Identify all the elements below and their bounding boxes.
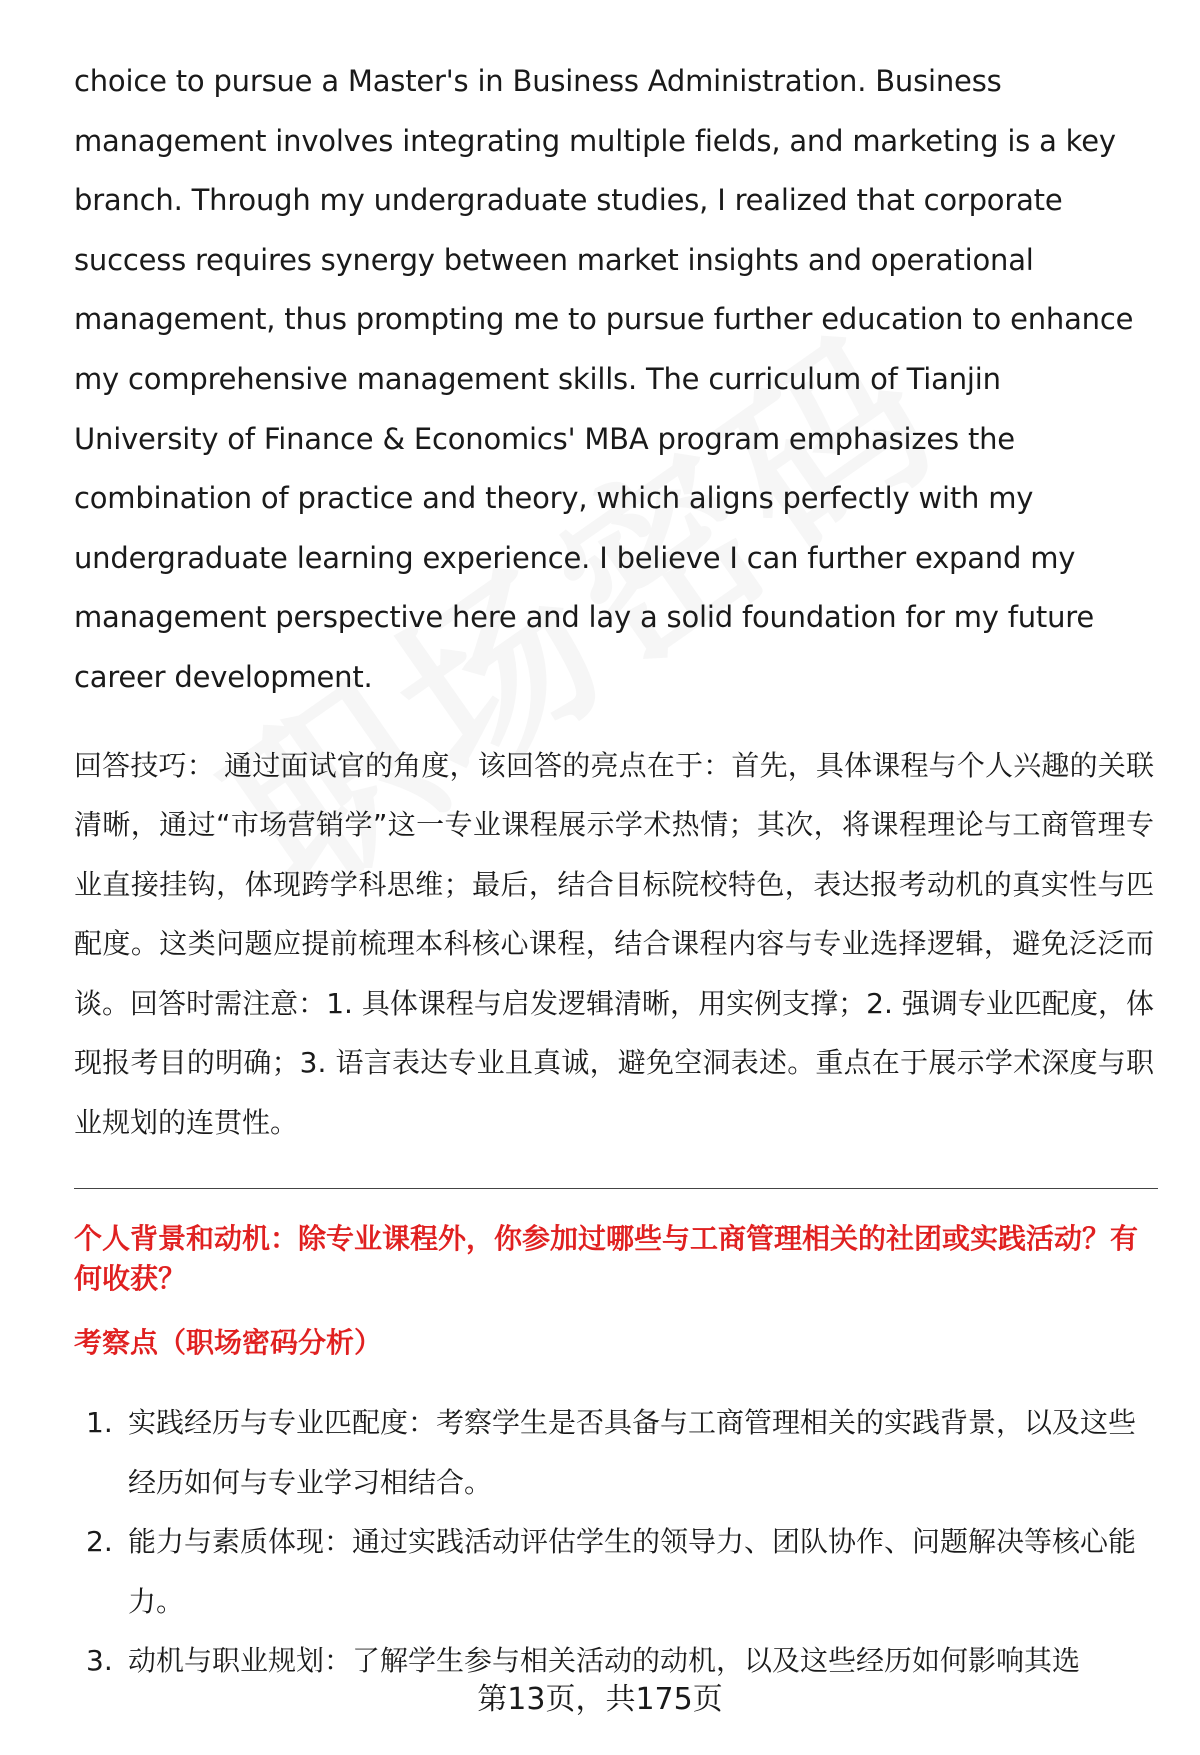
answer-tips bbox=[74, 736, 1154, 1153]
list-item bbox=[74, 1512, 1154, 1631]
page-content bbox=[74, 52, 1154, 1691]
list-item-text: 动机与职业规划：了解学生参与相关活动的动机，以及这些经历如何影响其选 bbox=[128, 1644, 1081, 1678]
list-item-number: 2. bbox=[86, 1525, 113, 1559]
page-number-footer: 第13页，共175页 bbox=[477, 1682, 723, 1717]
list-item-text: 实践经历与专业匹配度：考察学生是否具备与工商管理相关的实践背景，以及这些经历如何与专业学习相结合。 bbox=[128, 1406, 1137, 1499]
list-item-number: 3. bbox=[86, 1644, 113, 1678]
assessment-points-list bbox=[74, 1393, 1154, 1691]
answer-tips-label: 回答技巧： bbox=[74, 748, 215, 782]
assessment-points-label: 考察点（职场密码分析） bbox=[74, 1326, 383, 1360]
section-divider bbox=[74, 1188, 1158, 1189]
answer-tips-text: 通过面试官的角度，该回答的亮点在于：首先，具体课程与个人兴趣的关联清晰，通过“市场营销学”这一专业课程展示学术热情；其次，将课程理论与工商管理专业直接挂钩，体现跨学科思维；最后，结合目标院校特色，表达报考动机的真实性与匹配度。这类问题应提前梳理本科核心课程，结合课程内容与专业选择逻辑，避免泛泛而谈。回答时需注意：1. 具体课程与启发逻辑清晰，用实例支撑；2. 强调专业匹配度，体现报考目的明确；3. 语言表达专业且真诚，避免空洞表述。重点在于展示学术深度与职业规划的连贯性。 bbox=[74, 748, 1154, 1139]
question-heading: 个人背景和动机：除专业课程外，你参加过哪些与工商管理相关的社团或实践活动？有何收获？ bbox=[74, 1222, 1139, 1296]
list-item-number: 1. bbox=[86, 1406, 113, 1440]
answer-paragraph: choice to pursue a Master's in Business Administration. Business management involves integrating multiple fields, and marketing is a key branch. Through my undergraduate studies, I realized that corporate success requires synergy between market insights and operational management, thus prompting me to pursue further education to enhance my comprehensive management skills. The curriculum of Tianjin University of Finance & Economics' MBA program emphasizes the combination of practice and theory, which aligns perfectly with my undergraduate learning experience. I believe I can further expand my management perspective here and lay a solid foundation for my future career development. bbox=[74, 64, 1134, 694]
list-item bbox=[74, 1393, 1154, 1512]
list-item-text: 能力与素质体现：通过实践活动评估学生的领导力、团队协作、问题解决等核心能力。 bbox=[128, 1525, 1137, 1618]
